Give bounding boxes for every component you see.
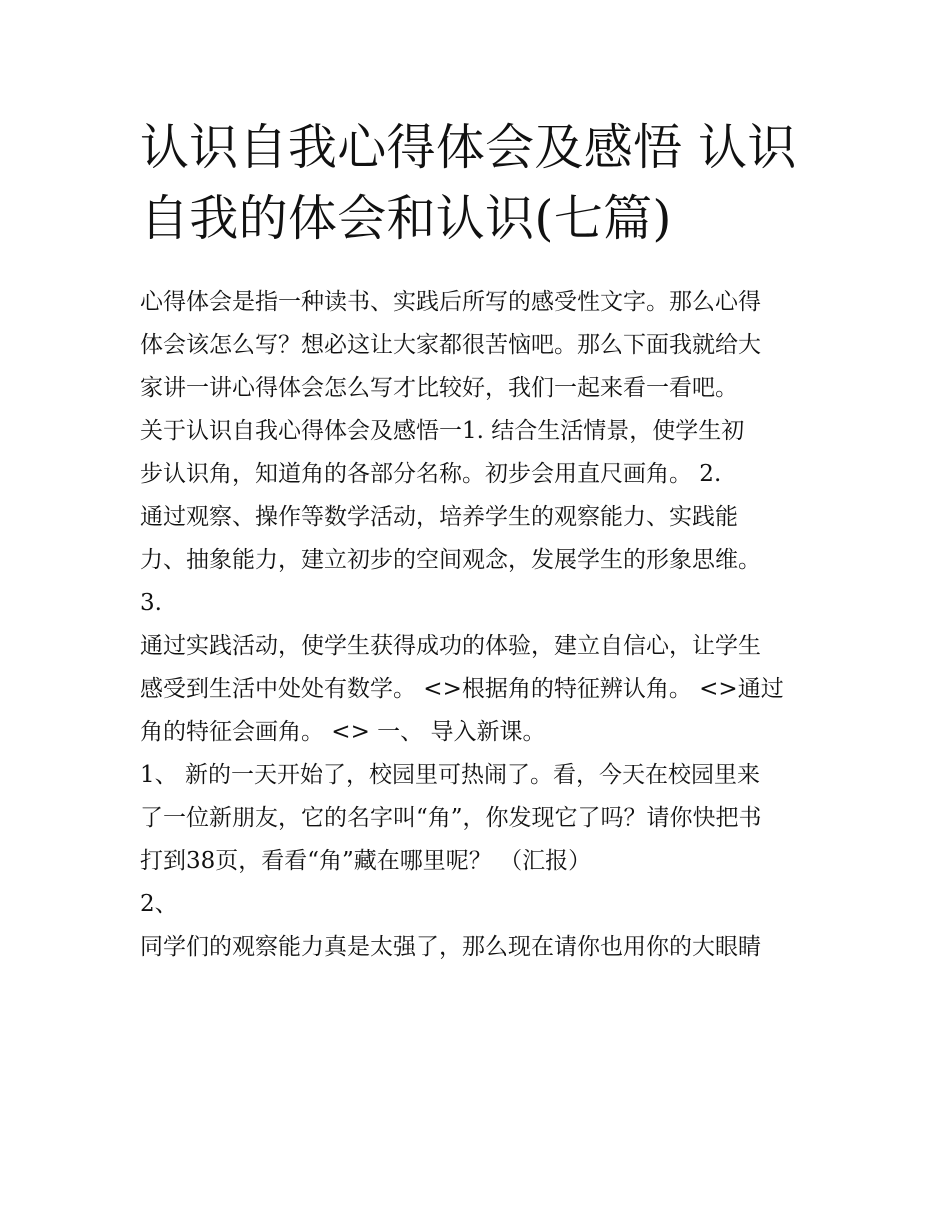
title-line-1: 认识自我心得体会及感悟 认识 — [140, 119, 797, 176]
body-line-3: 家讲一讲心得体会怎么写才比较好，我们一起来看一看吧。 — [140, 375, 738, 401]
body-line-13: 了一位新朋友，它的名字叫“角”，你发现它了吗？请你快把书 — [140, 805, 762, 831]
body-line-8: 3. — [140, 590, 162, 616]
body-line-16: 同学们的观察能力真是太强了，那么现在请你也用你的大眼睛 — [140, 934, 761, 960]
body-line-6: 通过观察、操作等数学活动，培养学生的观察能力、实践能 — [140, 504, 738, 530]
body-line-10: 感受到生活中处处有数学。 <>根据角的特征辨认角。 <>通过 — [140, 676, 784, 702]
body-line-5: 步认识角，知道角的各部分名称。初步会用直尺画角。 2. — [140, 461, 722, 487]
body-line-4: 关于认识自我心得体会及感悟一1. 结合生活情景，使学生初 — [140, 418, 745, 444]
body-line-14: 打到38页，看看“角”藏在哪里呢？ （汇报） — [140, 848, 592, 874]
body-line-1: 心得体会是指一种读书、实践后所写的感受性文字。那么心得 — [140, 289, 761, 315]
document-title — [140, 112, 820, 254]
body-line-12: 1、 新的一天开始了，校园里可热闹了。看，今天在校园里来 — [140, 762, 760, 788]
body-line-15: 2、 — [140, 891, 178, 917]
title-line-2: 自我的体会和认识(七篇) — [140, 190, 672, 247]
body-line-7: 力、抽象能力，建立初步的空间观念，发展学生的形象思维。 — [140, 547, 761, 573]
body-line-2: 体会该怎么写？想必这让大家都很苦恼吧。那么下面我就给大 — [140, 332, 761, 358]
body-line-9: 通过实践活动，使学生获得成功的体验，建立自信心，让学生 — [140, 633, 761, 659]
body-line-11: 角的特征会画角。 <> 一、 导入新课。 — [140, 719, 546, 745]
document-body — [140, 281, 820, 969]
